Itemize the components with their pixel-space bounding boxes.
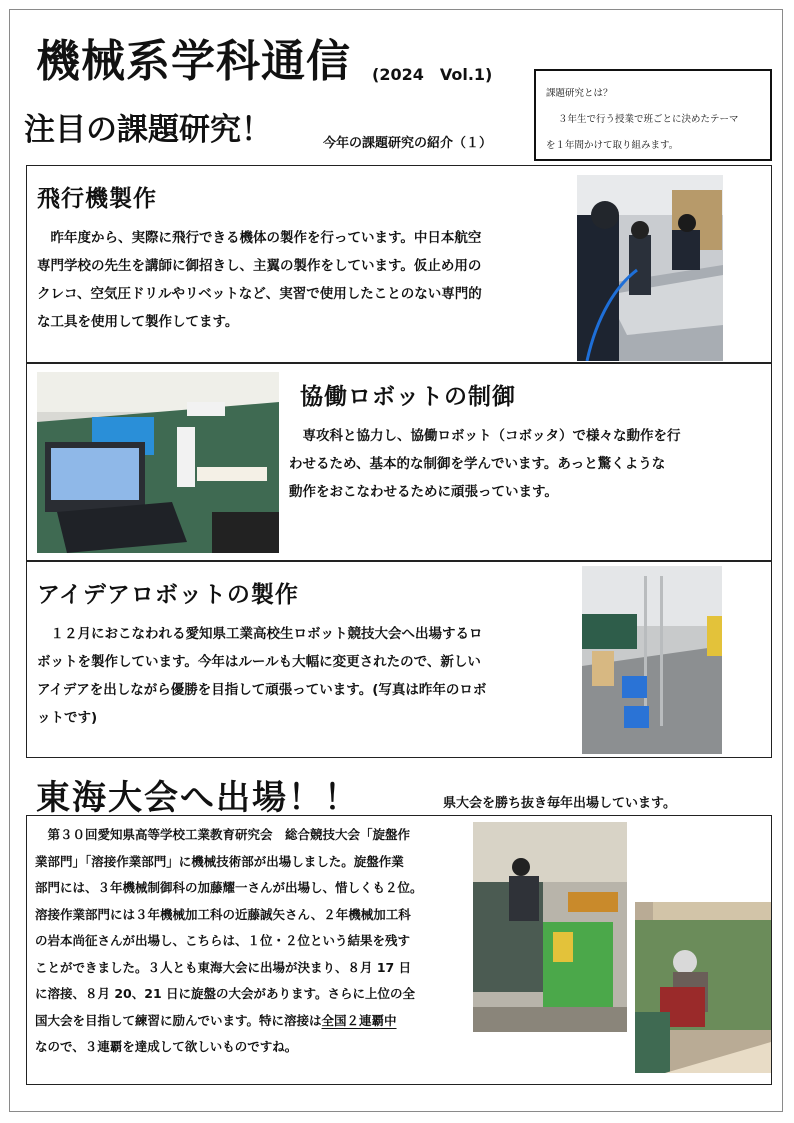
article-line: な工具を使用して製作してます。: [37, 314, 239, 330]
welding-photo: [635, 902, 771, 1073]
article-cobot: [26, 363, 772, 561]
article-line: ことができました。３人とも東海大会に出場が決まり、８月 17 日: [35, 959, 412, 975]
article-line: 昨年度から、実際に飛行できる機体の製作を行っています。中日本航空: [37, 230, 482, 246]
article-line: に溶接、８月 20、21 日に旋盤の大会があります。さらに上位の全: [35, 986, 415, 1001]
article-idea-robot: [26, 561, 772, 758]
article-line: [35, 1008, 463, 1035]
robot-photo: [582, 566, 722, 754]
article-line: クレコ、空気圧ドリルやリベットなど、実習で使用したことのない専門的: [37, 286, 482, 302]
article-line: なので、３連覇を達成して欲しいものですね。: [35, 1039, 298, 1054]
article-tokai: [26, 815, 772, 1085]
article-line: ボットを製作しています。今年はルールも大幅に変更されたので、新しい: [37, 654, 481, 670]
article-line: 動作をおこなわせるために頑張っています。: [289, 484, 558, 500]
info-box-line: ３年生で行う授業で班ごとに決めたテーマ: [558, 114, 739, 125]
section-heading: 注目の課題研究！: [24, 112, 272, 148]
newsletter-title: 機械系学科通信: [36, 36, 351, 87]
article-line: 第３０回愛知県高等学校工業教育研究会 総合競技大会「旋盤作: [35, 827, 411, 842]
article-line: 専門学校の先生を講師に御招きし、主翼の製作をしています。仮止め用の: [37, 258, 482, 274]
article-body: [289, 422, 767, 506]
article-line: １２月におこなわれる愛知県工業高校生ロボット競技大会へ出場するロ: [37, 626, 483, 642]
article-line: 専攻科と協力し、協働ロボット（コボッタ）で様々な動作を行: [289, 428, 681, 444]
article-line: 溶接作業部門には３年機械加工科の近藤誠矢さん、２年機械加工科: [35, 906, 411, 922]
section-heading-note: 今年の課題研究の紹介（１）: [323, 136, 493, 151]
article-title: 飛行機製作: [37, 186, 157, 212]
tokai-heading: 東海大会へ出場！！: [36, 778, 360, 818]
article-title: 協働ロボットの制御: [300, 384, 516, 410]
article-line: ットです): [37, 710, 98, 726]
volume-label: (2024 Vol.1): [372, 65, 493, 84]
article-airplane: [26, 165, 772, 363]
lathe-photo: [473, 822, 627, 1032]
article-line: の岩本尚征さんが出場し、こちらは、１位・２位という結果を残す: [35, 933, 411, 948]
underlined-highlight: 全国２連覇中: [321, 1012, 397, 1028]
article-body: [37, 224, 572, 336]
article-line: アイデアを出しながら優勝を目指して頑張っています。(写真は昨年のロボ: [37, 682, 487, 698]
cobot-photo: [37, 372, 279, 553]
article-body: [35, 822, 463, 1061]
tokai-note: 県大会を勝ち抜き毎年出場しています。: [443, 796, 676, 811]
airplane-photo: [577, 175, 723, 361]
article-body: [37, 620, 585, 732]
article-line-text: 国大会を目指して練習に励んでいます。特に溶接は: [35, 1012, 322, 1028]
article-line: わせるため、基本的な制御を学んでいます。あっと驚くような: [289, 456, 666, 472]
info-box-line: を１年間かけて取り組みます。: [546, 140, 679, 151]
info-box-line: 課題研究とは？: [546, 88, 613, 99]
info-box: [534, 69, 772, 161]
article-line: 部門には、３年機械制御科の加藤耀一さんが出場し、惜しくも２位。: [35, 880, 423, 895]
article-title: アイデアロボットの製作: [37, 582, 299, 608]
article-line: 業部門」「溶接作業部門」に機械技術部が出場しました。旋盤作業: [35, 853, 404, 869]
